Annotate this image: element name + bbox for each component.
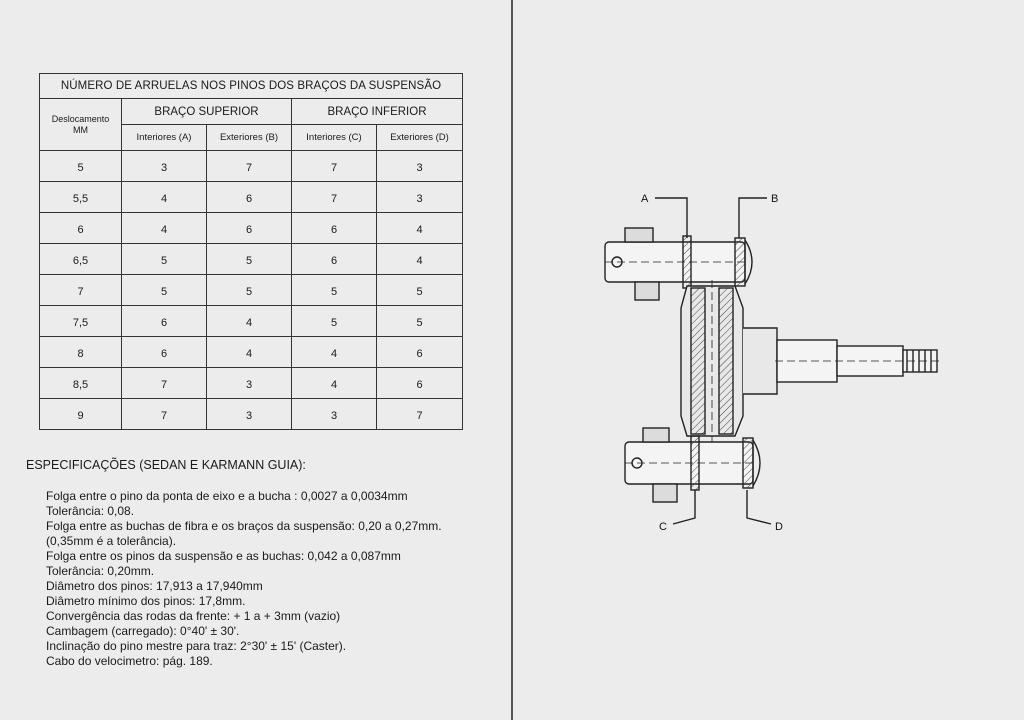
cell-outer-b: 6: [207, 213, 292, 244]
label-a: A: [641, 193, 649, 205]
cell-outer-d: 4: [377, 213, 463, 244]
specs-list: [46, 489, 442, 669]
cell-outer-b: 3: [207, 399, 292, 430]
table-title: NÚMERO DE ARRUELAS NOS PINOS DOS BRAÇOS DA SUSPENSÃO: [40, 74, 463, 99]
cell-inner-c: 5: [292, 306, 377, 337]
cell-inner-c: 6: [292, 244, 377, 275]
table-row: [40, 151, 463, 182]
cell-inner-c: 7: [292, 182, 377, 213]
cell-outer-d: 4: [377, 244, 463, 275]
cell-outer-b: 6: [207, 182, 292, 213]
subheader-outer-b: Exteriores (B): [207, 125, 292, 151]
cell-outer-d: 3: [377, 182, 463, 213]
table-row: [40, 399, 463, 430]
spec-line: Diâmetro dos pinos: 17,913 a 17,940mm: [46, 579, 263, 593]
cell-outer-d: 6: [377, 368, 463, 399]
table-row: [40, 182, 463, 213]
cell-outer-d: 7: [377, 399, 463, 430]
cell-inner-c: 7: [292, 151, 377, 182]
spec-line: Diâmetro mínimo dos pinos: 17,8mm.: [46, 594, 246, 608]
cell-outer-b: 5: [207, 244, 292, 275]
stub-axle: [775, 340, 941, 382]
lower-pin-assembly: [625, 428, 760, 502]
cell-outer-b: 4: [207, 306, 292, 337]
right-page: [513, 0, 1024, 720]
cell-inner-a: 4: [122, 213, 207, 244]
cell-inner-a: 6: [122, 337, 207, 368]
cell-outer-d: 5: [377, 306, 463, 337]
table-row: [40, 337, 463, 368]
table-row: [40, 244, 463, 275]
cell-outer-d: 6: [377, 337, 463, 368]
cell-inner-a: 4: [122, 182, 207, 213]
spec-line: Inclinação do pino mestre para traz: 2°30' ± 15' (Caster).: [46, 639, 347, 653]
label-d: D: [775, 521, 783, 533]
cell-displacement: 8: [40, 337, 122, 368]
cell-displacement: 8,5: [40, 368, 122, 399]
cell-inner-c: 5: [292, 275, 377, 306]
spec-line: Convergência das rodas da frente: + 1 a + 3mm (vazio): [46, 609, 341, 623]
cell-outer-d: 3: [377, 151, 463, 182]
cell-displacement: 7,5: [40, 306, 122, 337]
cell-displacement: 7: [40, 275, 122, 306]
cell-inner-a: 7: [122, 399, 207, 430]
suspension-kingpin-diagram: [595, 180, 945, 550]
cell-inner-a: 3: [122, 151, 207, 182]
spec-line: Tolerância: 0,08.: [46, 504, 135, 518]
spec-line: (0,35mm é a tolerância).: [46, 534, 177, 548]
subheader-inner-c: Interiores (C): [292, 125, 377, 151]
upper-arm-header: BRAÇO SUPERIOR: [122, 99, 292, 125]
cell-outer-b: 3: [207, 368, 292, 399]
spec-line: Cambagem (carregado): 0°40' ± 30'.: [46, 624, 240, 638]
kingpin-body: [681, 280, 777, 442]
table-row: [40, 275, 463, 306]
subheader-inner-a: Interiores (A): [122, 125, 207, 151]
table-row: [40, 213, 463, 244]
spec-line: Cabo do velocimetro: pág. 189.: [46, 654, 213, 668]
specs-heading: ESPECIFICAÇÕES (SEDAN E KARMANN GUIA):: [26, 458, 306, 472]
cell-inner-c: 4: [292, 368, 377, 399]
cell-displacement: 5: [40, 151, 122, 182]
spec-line: Folga entre os pinos da suspensão e as buchas: 0,042 a 0,087mm: [46, 549, 401, 563]
subheader-outer-d: Exteriores (D): [377, 125, 463, 151]
cell-inner-a: 7: [122, 368, 207, 399]
cell-inner-c: 3: [292, 399, 377, 430]
cell-displacement: 5,5: [40, 182, 122, 213]
label-c: C: [659, 521, 667, 533]
washer-table: [39, 73, 463, 430]
cell-outer-b: 4: [207, 337, 292, 368]
displacement-header: Deslocamento MM: [40, 99, 122, 151]
cell-outer-d: 5: [377, 275, 463, 306]
spec-line: Folga entre o pino da ponta de eixo e a bucha : 0,0027 a 0,0034mm: [46, 489, 408, 503]
label-b: B: [771, 193, 779, 205]
cell-displacement: 9: [40, 399, 122, 430]
cell-outer-b: 7: [207, 151, 292, 182]
cell-outer-b: 5: [207, 275, 292, 306]
lower-arm-header: BRAÇO INFERIOR: [292, 99, 463, 125]
spec-line: Tolerância: 0,20mm.: [46, 564, 155, 578]
table-row: [40, 306, 463, 337]
cell-inner-a: 6: [122, 306, 207, 337]
cell-inner-a: 5: [122, 244, 207, 275]
cell-displacement: 6,5: [40, 244, 122, 275]
cell-inner-c: 4: [292, 337, 377, 368]
table-row: [40, 368, 463, 399]
cell-inner-a: 5: [122, 275, 207, 306]
cell-displacement: 6: [40, 213, 122, 244]
cell-inner-c: 6: [292, 213, 377, 244]
spec-line: Folga entre as buchas de fibra e os braços da suspensão: 0,20 a 0,27mm.: [46, 519, 442, 533]
